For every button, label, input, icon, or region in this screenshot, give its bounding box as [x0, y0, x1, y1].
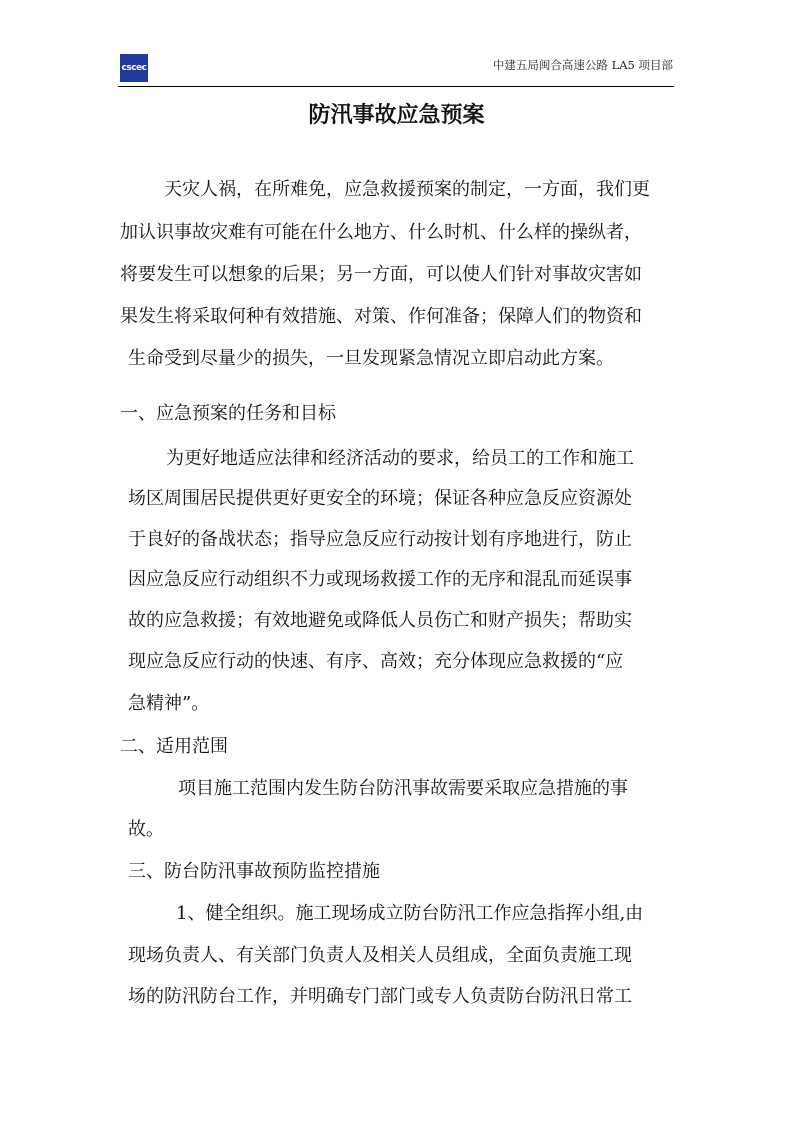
logo-text: cscec [121, 63, 147, 73]
paragraph-line: 现场负责人、有关部门负责人及相关人员组成，全面负责施工现 [128, 945, 632, 966]
paragraph-line: 故。 [128, 819, 164, 840]
header-divider [118, 86, 674, 87]
paragraph-line: 为更好地适应法律和经济活动的要求，给员工的工作和施工 [166, 448, 634, 469]
section-heading: 一、应急预案的任务和目标 [120, 403, 336, 424]
paragraph-line: 场区周围居民提供更好更安全的环境；保证各种应急反应资源处 [128, 488, 632, 509]
paragraph-line: 将要发生可以想象的后果；另一方面，可以使人们针对事故灾害如 [120, 264, 642, 285]
paragraph-line: 加认识事故灾难有可能在什么地方、什么时机、什么样的操纵者， [120, 222, 642, 243]
company-logo [120, 54, 148, 82]
document-title: 防汛事故应急预案 [308, 103, 485, 128]
paragraph-line: 果发生将采取何种有效措施、对策、作何准备；保障人们的物资和 [120, 306, 642, 327]
paragraph-line: 1、健全组织。施工现场成立防台防汛工作应急指挥小组,由 [176, 903, 644, 924]
header-project-label: 中建五局闽合高速公路 LA5 项目部 [492, 58, 673, 72]
paragraph-line: 场的防汛防台工作，并明确专门部门或专人负责防台防汛日常工 [128, 986, 632, 1007]
section-heading: 二、适用范围 [120, 736, 228, 757]
section-heading: 三、防台防汛事故预防监控措施 [128, 861, 380, 882]
paragraph-line: 因应急反应行动组织不力或现场救援工作的无序和混乱而延误事 [128, 569, 632, 590]
paragraph-line: 故的应急救援；有效地避免或降低人员伤亡和财产损失；帮助实 [128, 610, 632, 631]
paragraph-line: 项目施工范围内发生防台防汛事故需要采取应急措施的事 [178, 778, 628, 799]
paragraph-line: 现应急反应行动的快速、有序、高效；充分体现应急救援的“应 [128, 651, 624, 672]
paragraph-line: 生命受到尽量少的损失，一旦发现紧急情况立即启动此方案。 [128, 348, 614, 369]
paragraph-line: 天灾人祸，在所难免，应急救援预案的制定，一方面，我们更 [164, 179, 650, 200]
paragraph-line: 急精神”。 [128, 693, 210, 714]
paragraph-line: 于良好的备战状态；指导应急反应行动按计划有序地进行，防止 [128, 529, 632, 550]
